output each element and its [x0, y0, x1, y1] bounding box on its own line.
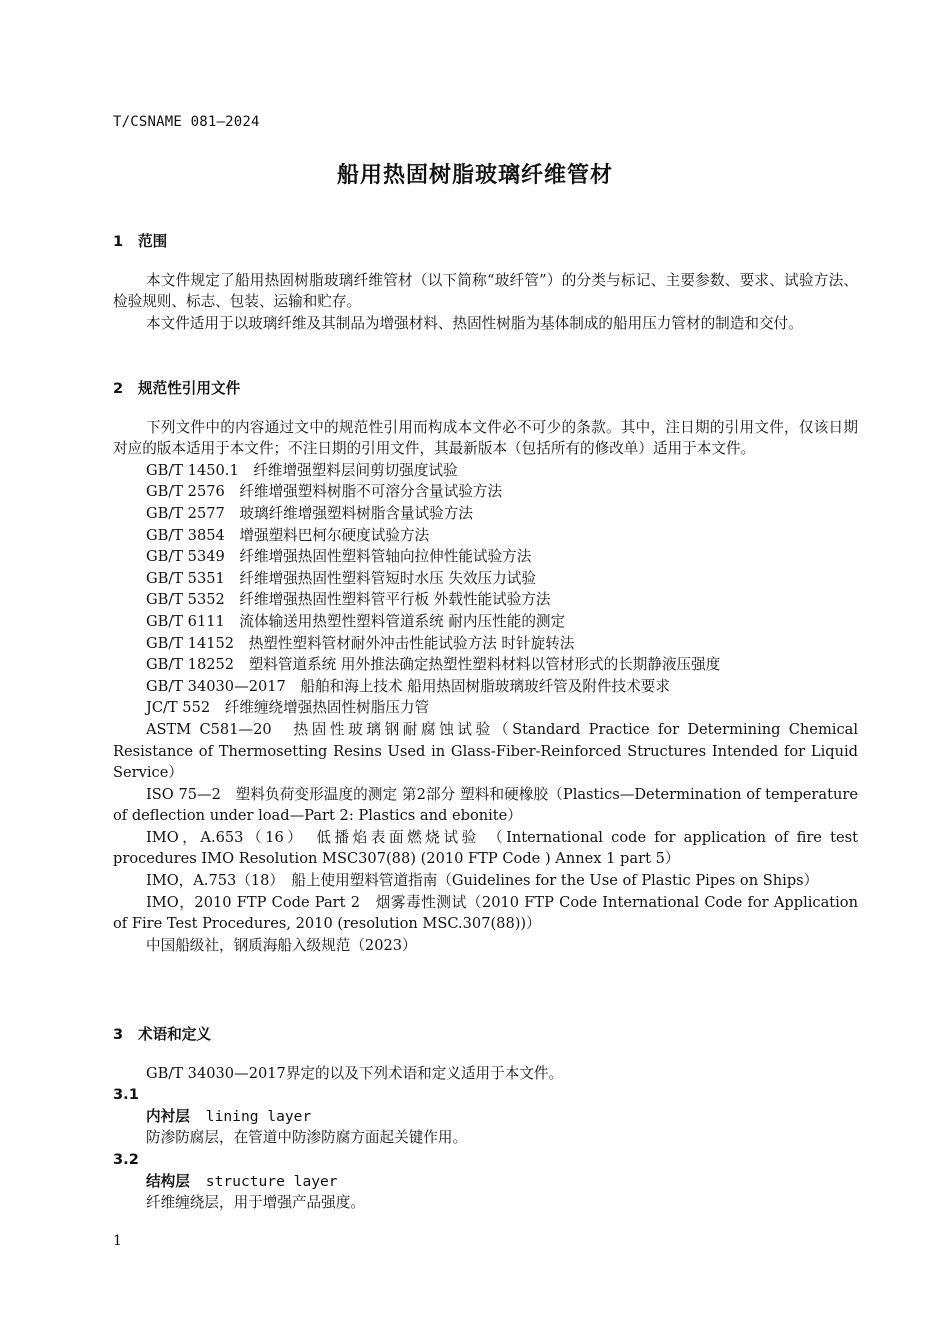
section-scope — [113, 231, 858, 334]
reference-item: ASTM C581—20 热固性玻璃钢耐腐蚀试验（Standard Practice for Determining Chemical Resistance of Thermosetting Resins Used in Glass-Fiber-Reinforced Structures Intended for Liquid Service） — [113, 720, 858, 782]
reference-item: IMO，A.653（16） 低播焰表面燃烧试验 （International code for application of fire test procedures IMO Resolution MSC307(88) (2010 FTP Code ) Annex 1 part 5） — [113, 828, 858, 868]
reference-item: JC/T 552 纤维缠绕增强热固性树脂压力管 — [146, 699, 430, 717]
paragraph: 下列文件中的内容通过文中的规范性引用而构成本文件必不可少的条款。其中，注日期的引用文件，仅该日期对应的版本适用于本文件；不注日期的引用文件，其最新版本（包括所有的修改单）适用于本文件。 — [113, 418, 858, 458]
section-heading: 3 术语和定义 — [113, 1026, 211, 1043]
reference-item: GB/T 14152 热塑性塑料管材耐外冲击性能试验方法 时针旋转法 — [146, 634, 575, 652]
term-number: 3.2 — [113, 1150, 139, 1168]
term-name: 结构层 structure layer — [146, 1172, 338, 1190]
section-heading: 2 规范性引用文件 — [113, 380, 241, 397]
term-definition: 防渗防腐层，在管道中防渗防腐方面起关键作用。 — [146, 1129, 468, 1147]
page-number: 1 — [113, 1233, 122, 1249]
reference-item: 中国船级社，钢质海船入级规范（2023） — [146, 936, 417, 954]
reference-item: GB/T 2577 玻璃纤维增强塑料树脂含量试验方法 — [146, 504, 473, 522]
paragraph: 本文件规定了船用热固树脂玻璃纤维管材（以下简称“玻纤管”）的分类与标记、主要参数、要求、试验方法、检验规则、标志、包装、运输和贮存。 — [113, 271, 858, 311]
reference-item: ISO 75—2 塑料负荷变形温度的测定 第2部分 塑料和硬橡胶（Plastics—Determination of temperature of deflection under load—Part 2: Plastics and ebonite） — [113, 785, 858, 825]
paragraph: 本文件适用于以玻璃纤维及其制品为增强材料、热固性树脂为基体制成的船用压力管材的制造和交付。 — [146, 314, 803, 332]
reference-item: GB/T 34030—2017 船舶和海上技术 船用热固树脂玻璃玻纤管及附件技术要求 — [146, 677, 670, 695]
reference-item: GB/T 6111 流体输送用热塑性塑料管道系统 耐内压性能的测定 — [146, 612, 566, 630]
term-definition: 纤维缠绕层，用于增强产品强度。 — [146, 1194, 365, 1212]
paragraph: GB/T 34030—2017界定的以及下列术语和定义适用于本文件。 — [146, 1064, 564, 1082]
reference-item: GB/T 2576 纤维增强塑料树脂不可溶分含量试验方法 — [146, 483, 503, 501]
section-terms — [113, 1024, 858, 1214]
section-normative-references — [113, 378, 858, 956]
document-title: 船用热固树脂玻璃纤维管材 — [336, 163, 613, 188]
reference-item: GB/T 5352 纤维增强热固性塑料管平行板 外载性能试验方法 — [146, 591, 551, 609]
term-number: 3.1 — [113, 1086, 139, 1104]
reference-item: GB/T 1450.1 纤维增强塑料层间剪切强度试验 — [146, 461, 458, 479]
reference-item: IMO，2010 FTP Code Part 2 烟雾毒性测试（2010 FTP Code International Code for Application of Fire Test Procedures, 2010 (resolution MSC.307(88))） — [113, 893, 858, 933]
reference-item: GB/T 3854 增强塑料巴柯尔硬度试验方法 — [146, 526, 430, 544]
reference-item: GB/T 5351 纤维增强热固性塑料管短时水压 失效压力试验 — [146, 569, 536, 587]
reference-item: GB/T 5349 纤维增强热固性塑料管轴向拉伸性能试验方法 — [146, 548, 532, 566]
reference-item: IMO，A.753（18） 船上使用塑料管道指南（Guidelines for the Use of Plastic Pipes on Ships） — [146, 872, 819, 890]
section-heading: 1 范围 — [113, 233, 168, 250]
standard-code: T/CSNAME 081—2024 — [113, 114, 260, 130]
reference-item: GB/T 18252 塑料管道系统 用外推法确定热塑性塑料材料以管材形式的长期静液压强度 — [146, 656, 721, 674]
term-name: 内衬层 lining layer — [146, 1107, 312, 1125]
